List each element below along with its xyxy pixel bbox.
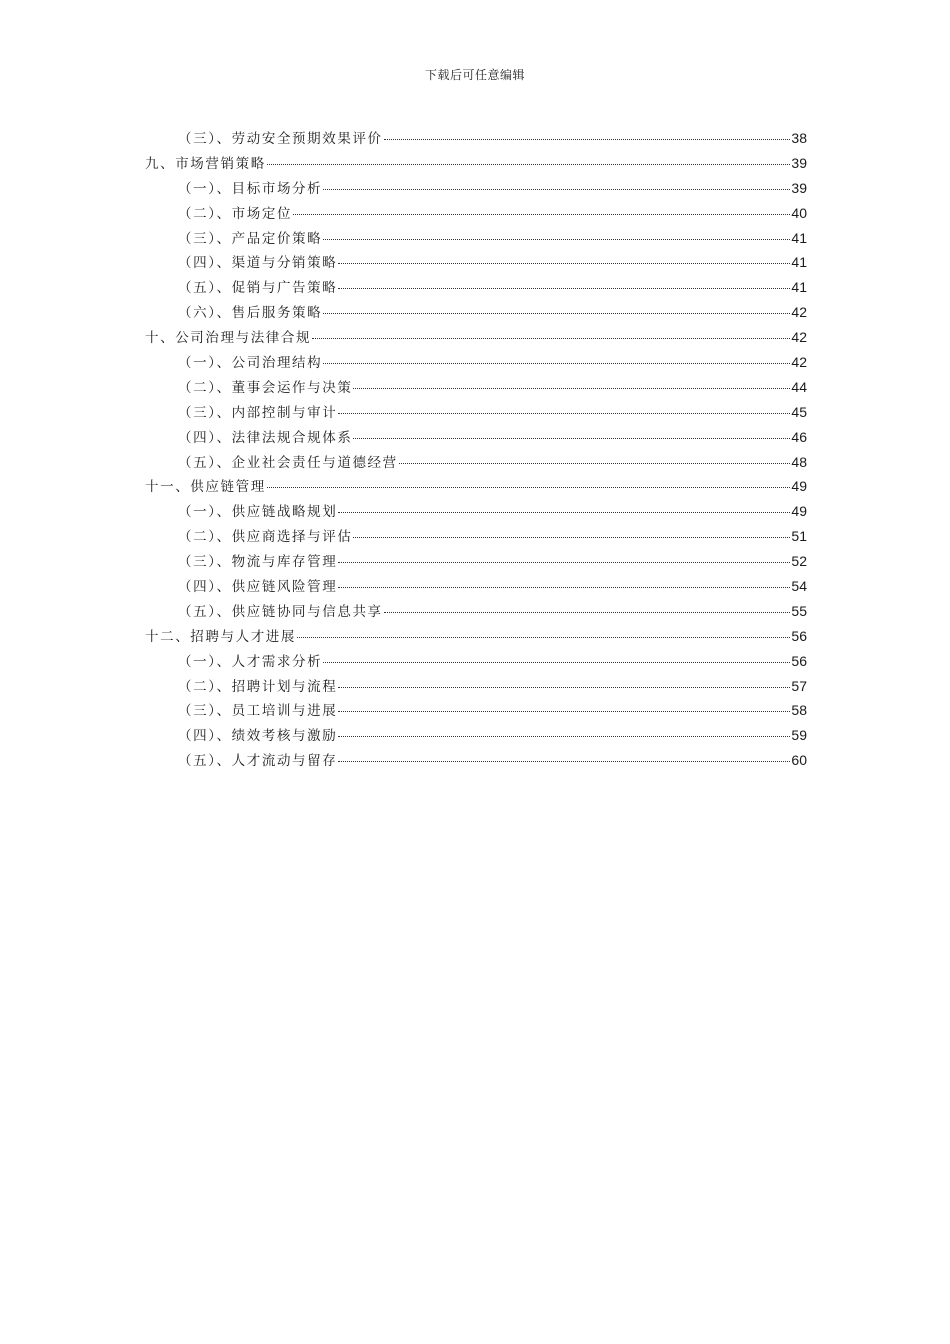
toc-leader-dots: [353, 387, 790, 389]
toc-entry-page-number: 40: [791, 204, 807, 221]
toc-entry[interactable]: [145, 275, 807, 300]
toc-entry-page-number: 56: [791, 627, 807, 644]
toc-leader-dots: [312, 337, 790, 339]
toc-entry-title: （一）、人才需求分析: [178, 653, 323, 670]
toc-entry[interactable]: [145, 599, 807, 624]
toc-entry[interactable]: [145, 425, 807, 450]
toc-entry-title: 九、市场营销策略: [145, 155, 266, 172]
toc-entry[interactable]: [145, 499, 807, 524]
toc-entry[interactable]: [145, 201, 807, 226]
toc-leader-dots: [338, 686, 790, 688]
toc-entry-page-number: 52: [791, 553, 807, 570]
toc-entry-page-number: 59: [791, 727, 807, 744]
toc-entry-page-number: 39: [791, 154, 807, 171]
toc-entry[interactable]: [145, 474, 807, 499]
toc-entry-page-number: 48: [791, 453, 807, 470]
toc-entry[interactable]: [145, 300, 807, 325]
toc-entry[interactable]: [145, 674, 807, 699]
toc-entry-title: （四）、法律法规合规体系: [178, 429, 353, 446]
toc-leader-dots: [323, 188, 790, 190]
toc-leader-dots: [338, 561, 790, 563]
toc-leader-dots: [384, 611, 791, 613]
toc-entry-title: （三）、产品定价策略: [178, 230, 323, 247]
toc-entry-page-number: 42: [791, 329, 807, 346]
toc-leader-dots: [267, 486, 791, 488]
toc-entry-page-number: 57: [791, 677, 807, 694]
toc-entry-title: （一）、公司治理结构: [178, 355, 323, 372]
toc-entry-page-number: 39: [791, 179, 807, 196]
toc-leader-dots: [338, 262, 790, 264]
toc-entry-title: （二）、供应商选择与评估: [178, 529, 353, 546]
toc-entry[interactable]: [145, 176, 807, 201]
toc-entry-page-number: 49: [791, 503, 807, 520]
toc-entry[interactable]: [145, 624, 807, 649]
toc-entry-page-number: 42: [791, 354, 807, 371]
toc-entry-title: （二）、市场定位: [178, 205, 293, 222]
toc-entry[interactable]: [145, 574, 807, 599]
toc-entry-page-number: 55: [791, 602, 807, 619]
toc-entry-page-number: 56: [791, 652, 807, 669]
toc-entry[interactable]: [145, 151, 807, 176]
toc-entry-title: （三）、内部控制与审计: [178, 404, 338, 421]
toc-entry-title: （三）、员工培训与进展: [178, 703, 338, 720]
toc-entry[interactable]: [145, 450, 807, 475]
toc-leader-dots: [338, 511, 790, 513]
toc-entry[interactable]: [145, 375, 807, 400]
toc-entry-title: （五）、促销与广告策略: [178, 280, 338, 297]
toc-entry-title: （二）、董事会运作与决策: [178, 379, 353, 396]
toc-entry-page-number: 44: [791, 378, 807, 395]
toc-entry-page-number: 41: [791, 254, 807, 271]
toc-leader-dots: [293, 213, 790, 215]
toc-leader-dots: [323, 661, 790, 663]
toc-entry[interactable]: [145, 524, 807, 549]
toc-entry-page-number: 41: [791, 229, 807, 246]
toc-entry[interactable]: [145, 748, 807, 773]
toc-leader-dots: [338, 287, 790, 289]
toc-entry-title: （四）、渠道与分销策略: [178, 255, 338, 272]
toc-entry-page-number: 42: [791, 304, 807, 321]
toc-entry-title: （三）、物流与库存管理: [178, 554, 338, 571]
toc-leader-dots: [323, 312, 790, 314]
toc-leader-dots: [338, 760, 790, 762]
toc-leader-dots: [338, 710, 790, 712]
toc-entry-title: （一）、供应链战略规划: [178, 504, 338, 521]
toc-entry[interactable]: [145, 549, 807, 574]
toc-entry[interactable]: [145, 649, 807, 674]
toc-entry-page-number: 58: [791, 702, 807, 719]
toc-entry-title: （五）、供应链协同与信息共享: [178, 603, 383, 620]
toc-leader-dots: [297, 636, 790, 638]
toc-entry[interactable]: [145, 226, 807, 251]
table-of-contents: [145, 126, 807, 773]
toc-entry[interactable]: [145, 400, 807, 425]
toc-leader-dots: [353, 536, 790, 538]
toc-entry[interactable]: [145, 126, 807, 151]
toc-entry-title: （三）、劳动安全预期效果评价: [178, 131, 383, 147]
toc-entry[interactable]: [145, 350, 807, 375]
toc-entry-title: 十一、供应链管理: [145, 479, 266, 496]
toc-leader-dots: [353, 437, 790, 439]
toc-entry-title: （二）、招聘计划与流程: [178, 678, 338, 695]
toc-entry-page-number: 51: [791, 528, 807, 545]
toc-entry-page-number: 41: [791, 279, 807, 296]
toc-entry-title: （四）、供应链风险管理: [178, 579, 338, 596]
toc-leader-dots: [338, 412, 790, 414]
toc-entry[interactable]: [145, 325, 807, 350]
toc-entry-title: 十、公司治理与法律合规: [145, 330, 312, 347]
toc-leader-dots: [384, 138, 791, 140]
toc-leader-dots: [267, 163, 791, 165]
toc-entry-title: （五）、企业社会责任与道德经营: [178, 454, 398, 471]
toc-entry-title: （四）、绩效考核与激励: [178, 728, 338, 745]
toc-entry-page-number: 60: [791, 752, 807, 769]
toc-entry[interactable]: [145, 723, 807, 748]
toc-entry-title: （一）、目标市场分析: [178, 180, 323, 197]
toc-entry-page-number: 38: [791, 130, 807, 146]
toc-entry-page-number: 49: [791, 478, 807, 495]
page-header: 下载后可任意编辑: [424, 68, 525, 82]
toc-entry-title: （六）、售后服务策略: [178, 305, 323, 322]
toc-leader-dots: [323, 362, 790, 364]
toc-leader-dots: [323, 238, 790, 240]
toc-entry-page-number: 54: [791, 578, 807, 595]
toc-leader-dots: [338, 586, 790, 588]
toc-entry[interactable]: [145, 250, 807, 275]
toc-entry-title: （五）、人才流动与留存: [178, 753, 338, 770]
toc-entry-title: 十二、招聘与人才进展: [145, 628, 296, 645]
toc-entry-page-number: 45: [791, 403, 807, 420]
toc-leader-dots: [338, 735, 790, 737]
toc-entry[interactable]: [145, 698, 807, 723]
toc-leader-dots: [399, 462, 791, 464]
toc-entry-page-number: 46: [791, 428, 807, 445]
